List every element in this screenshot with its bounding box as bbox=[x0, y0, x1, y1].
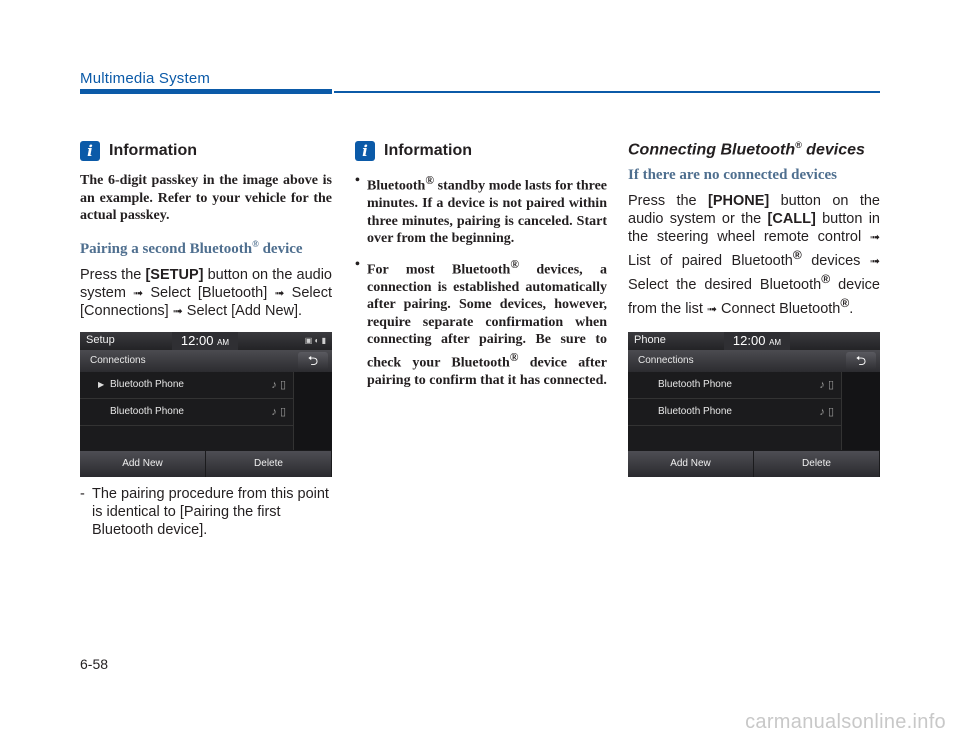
music-phone-icon: ♪ ▯ bbox=[819, 378, 834, 391]
connecting-instructions: Press the [PHONE] button on the audio system or the [CALL] button in the steering wheel remote control ➟ List of paired Bluetooth® devices ➟ Select the desired Bluetooth® device from the list ➟ Connect Bluetooth®. bbox=[628, 193, 880, 317]
standby-bullet: • Bluetooth® standby mode lasts for three minutes. If a device is not paired within three minutes, pairing is canceled. Start over from the beginning. bbox=[355, 172, 607, 248]
no-connected-heading: If there are no connected devices bbox=[628, 167, 837, 184]
pairing-instructions: Press the [SETUP] button on the audio system ➟ Select [Bluetooth] ➟ Select [Connections] ➟ Select [Add New]. bbox=[80, 266, 332, 319]
page-number: 6-58 bbox=[80, 656, 109, 672]
add-new-button[interactable]: Add New bbox=[80, 451, 206, 477]
info-heading bbox=[80, 140, 332, 162]
status-icons: ▣ ◐ ▮ bbox=[304, 335, 326, 345]
screen-clock: 12:00 AM bbox=[172, 332, 238, 350]
list-item[interactable]: ▶ Bluetooth Phone ♪ ▯ bbox=[80, 372, 294, 399]
info-passkey-text: The 6-digit passkey in the image above is an example. Refer to your vehicle for the actual passkey. bbox=[80, 173, 332, 223]
device-list bbox=[628, 372, 842, 426]
screen-title: Phone bbox=[634, 333, 666, 346]
column-3 bbox=[628, 140, 880, 477]
pairing-second-heading: Pairing a second Bluetooth® device bbox=[80, 238, 303, 257]
arrow-icon: ➟ bbox=[869, 230, 880, 245]
auto-connect-bullet: • For most Bluetooth® devices, a connection is established automatically after pairing. Some devices, however, require separate confirmation when connecting after pairing. Be sure to check your Bluetooth® device after pairing to confirm that it has connected. bbox=[355, 256, 607, 390]
arrow-icon: ➟ bbox=[172, 303, 183, 318]
play-icon: ▶ bbox=[98, 379, 105, 389]
pairing-note: - The pairing procedure from this point is identical to [Pairing the first Bluetooth device]. bbox=[80, 485, 329, 538]
delete-button[interactable]: Delete bbox=[754, 451, 880, 477]
arrow-icon: ➟ bbox=[274, 285, 285, 300]
phone-connections-screen bbox=[628, 332, 880, 477]
arrow-icon: ➟ bbox=[869, 254, 880, 269]
connections-bar bbox=[80, 350, 332, 372]
screen-buttons bbox=[80, 451, 332, 477]
call-key: [CALL] bbox=[767, 211, 816, 228]
list-item[interactable]: Bluetooth Phone ♪ ▯ bbox=[628, 372, 842, 399]
info-icon: i bbox=[80, 141, 100, 161]
header-rule-thick bbox=[80, 89, 332, 94]
device-list bbox=[80, 372, 294, 426]
scroll-side-panel bbox=[293, 372, 332, 450]
phone-key: [PHONE] bbox=[708, 193, 770, 210]
screen-title: Setup bbox=[86, 333, 115, 346]
info-title: Information bbox=[384, 142, 472, 159]
setup-connections-screen bbox=[80, 332, 332, 477]
connections-label: Connections bbox=[90, 354, 146, 366]
music-phone-icon: ♪ ▯ bbox=[271, 378, 286, 391]
connections-bar bbox=[628, 350, 880, 372]
back-icon[interactable]: ⮌ bbox=[298, 352, 328, 370]
scroll-side-panel bbox=[841, 372, 880, 450]
screen-buttons bbox=[628, 451, 880, 477]
arrow-icon: ➟ bbox=[133, 285, 144, 300]
music-phone-icon: ♪ ▯ bbox=[271, 405, 286, 418]
arrow-icon: ➟ bbox=[706, 301, 718, 316]
list-item[interactable]: Bluetooth Phone ♪ ▯ bbox=[80, 399, 294, 426]
info-heading bbox=[355, 140, 607, 162]
section-title: Multimedia System bbox=[80, 70, 211, 87]
back-icon[interactable]: ⮌ bbox=[846, 352, 876, 370]
music-phone-icon: ♪ ▯ bbox=[819, 405, 834, 418]
connections-label: Connections bbox=[638, 354, 694, 366]
list-item[interactable]: Bluetooth Phone ♪ ▯ bbox=[628, 399, 842, 426]
info-title: Information bbox=[109, 142, 197, 159]
screen-clock: 12:00 AM bbox=[724, 332, 790, 350]
delete-button[interactable]: Delete bbox=[206, 451, 332, 477]
connecting-heading: Connecting Bluetooth® devices bbox=[628, 140, 865, 159]
column-1 bbox=[80, 140, 332, 539]
setup-key: [SETUP] bbox=[145, 266, 204, 283]
info-icon: i bbox=[355, 141, 375, 161]
header-rule-thin bbox=[334, 91, 880, 93]
add-new-button[interactable]: Add New bbox=[628, 451, 754, 477]
watermark: carmanualsonline.info bbox=[745, 711, 946, 733]
column-2 bbox=[355, 140, 607, 397]
